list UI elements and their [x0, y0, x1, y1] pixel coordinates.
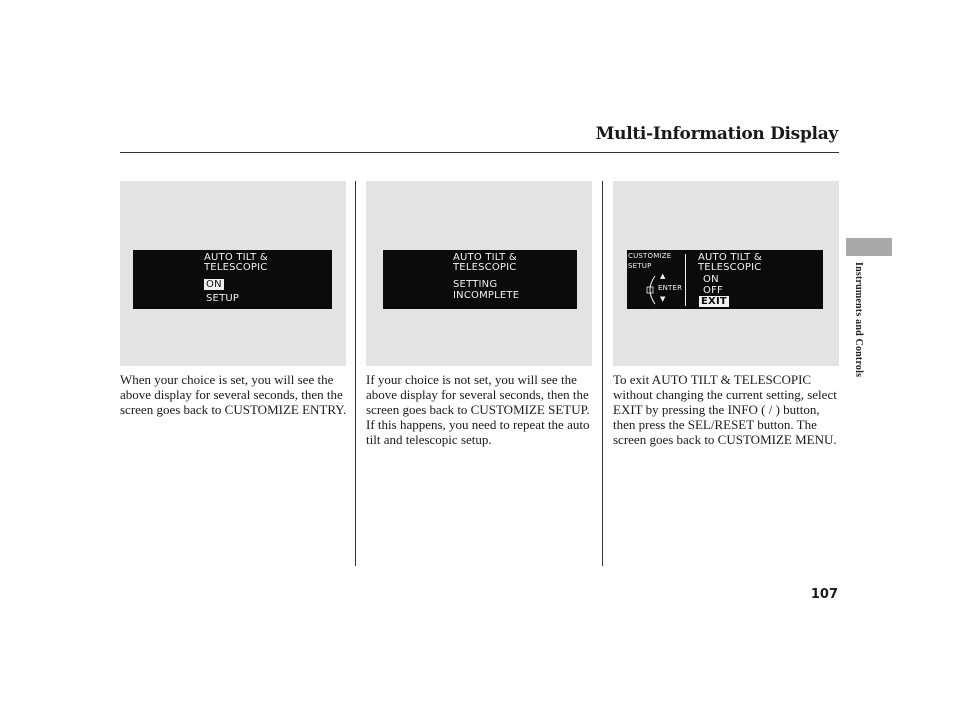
column-divider [355, 181, 356, 566]
screen-line: SETUP [206, 293, 240, 304]
display-illustration-2 [366, 181, 592, 366]
screen-option-selected: ON [206, 279, 222, 290]
display-screen [627, 250, 823, 309]
screen-line: TELESCOPIC [698, 262, 762, 273]
screen-line: TELESCOPIC [453, 262, 517, 273]
section-tab [846, 238, 892, 256]
screen-line: TELESCOPIC [204, 262, 268, 273]
screen-line: SETTING [453, 279, 498, 290]
screen-line: SETUP [628, 262, 652, 270]
screen-option-selected: EXIT [701, 296, 727, 307]
panel-1-text: When your choice is set, you will see the above display for several seconds, then the screen goes back to CUSTOMIZE ENTRY. [120, 372, 347, 417]
display-screen [383, 250, 577, 309]
section-label: Instruments and Controls [853, 262, 864, 378]
arrow-down-icon: ▼ [660, 295, 666, 303]
screen-option: OFF [703, 285, 723, 296]
screen-line: AUTO TILT & [204, 252, 268, 263]
panel-3-text: To exit AUTO TILT & TELESCOPIC without changing the current setting, select EXIT by pressing the INFO ( / ) button, then press the SEL/RESET button. The screen goes back to CUSTOMIZE MENU. [613, 372, 837, 447]
panel-2-text: If your choice is not set, you will see the above display for several seconds, then the screen goes back to CUSTOMIZE SETUP. If this happens, you need to repeat the auto tilt and telescopic setup. [366, 372, 590, 447]
screen-line: CUSTOMIZE [628, 252, 672, 260]
selector-dial-icon [643, 274, 659, 306]
screen-line: AUTO TILT & [698, 252, 762, 263]
page-number: 107 [810, 587, 838, 602]
display-screen [133, 250, 332, 309]
display-illustration-3 [613, 181, 839, 366]
column-divider [602, 181, 603, 566]
screen-line: AUTO TILT & [453, 252, 517, 263]
header-rule [120, 152, 839, 153]
display-illustration-1 [120, 181, 346, 366]
arrow-up-icon: ▲ [660, 272, 666, 280]
screen-line: INCOMPLETE [453, 290, 520, 301]
screen-divider [685, 254, 686, 306]
page-title: Multi-Information Display [595, 124, 838, 144]
screen-option: ON [703, 274, 719, 285]
screen-line: ENTER [658, 284, 683, 292]
